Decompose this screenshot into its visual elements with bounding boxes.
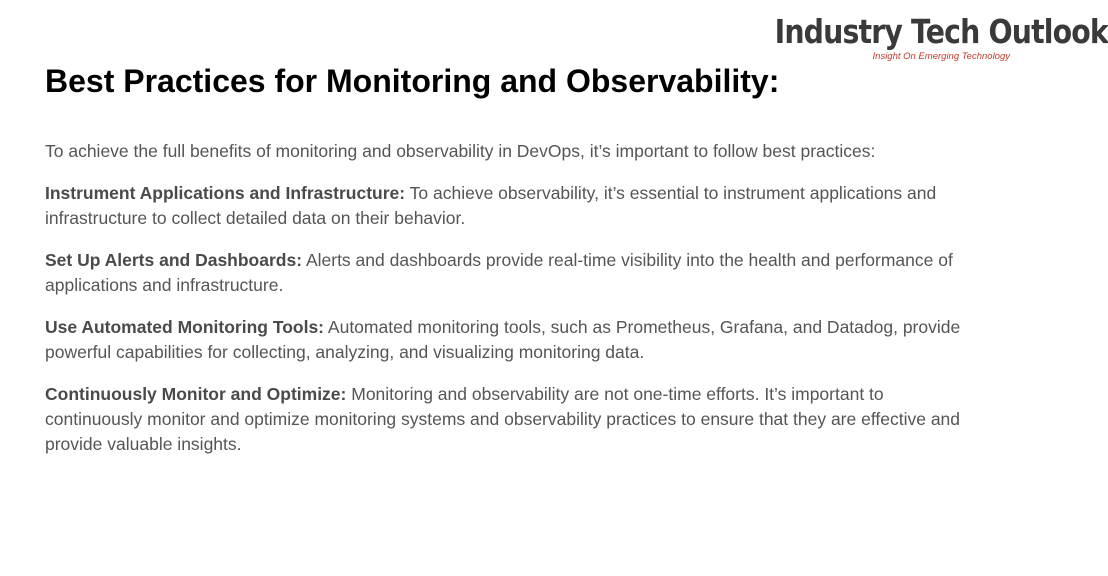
- practice-item: [45, 315, 980, 365]
- practice-text: Automated monitoring tools, such as Prometheus, Grafana, and Datadog, provide powerful capabilities for collecting, analyzing, and visualizing monitoring data.: [45, 317, 961, 362]
- practice-text: Monitoring and observability are not one-time efforts. It’s important to continuously monitor and optimize monitoring systems and observability practices to ensure that they are effective and provide valuable insights.: [45, 384, 961, 454]
- logo-tagline: Insight On Emerging Technology: [872, 51, 1010, 62]
- practice-heading: Continuously Monitor and Optimize:: [45, 384, 347, 404]
- practice-heading: Instrument Applications and Infrastructure:: [45, 183, 406, 203]
- logo-name: Industry Tech Outlook: [774, 12, 1108, 51]
- practice-heading: Use Automated Monitoring Tools:: [45, 317, 325, 337]
- practice-item: [45, 382, 980, 457]
- practice-item: [45, 181, 980, 231]
- practice-heading: Set Up Alerts and Dashboards:: [45, 250, 303, 270]
- practice-item: [45, 248, 980, 298]
- intro-paragraph: To achieve the full benefits of monitoring and observability in DevOps, it’s important to follow best practices:: [45, 141, 876, 161]
- brand-logo: [736, 12, 1108, 63]
- page-title: Best Practices for Monitoring and Observability:: [45, 63, 780, 99]
- slide-content: [45, 139, 980, 474]
- practice-text: Alerts and dashboards provide real-time visibility into the health and performance of applications and infrastructure.: [45, 250, 953, 295]
- practice-text: To achieve observability, it’s essential to instrument applications and infrastructure to collect detailed data on their behavior.: [45, 183, 937, 228]
